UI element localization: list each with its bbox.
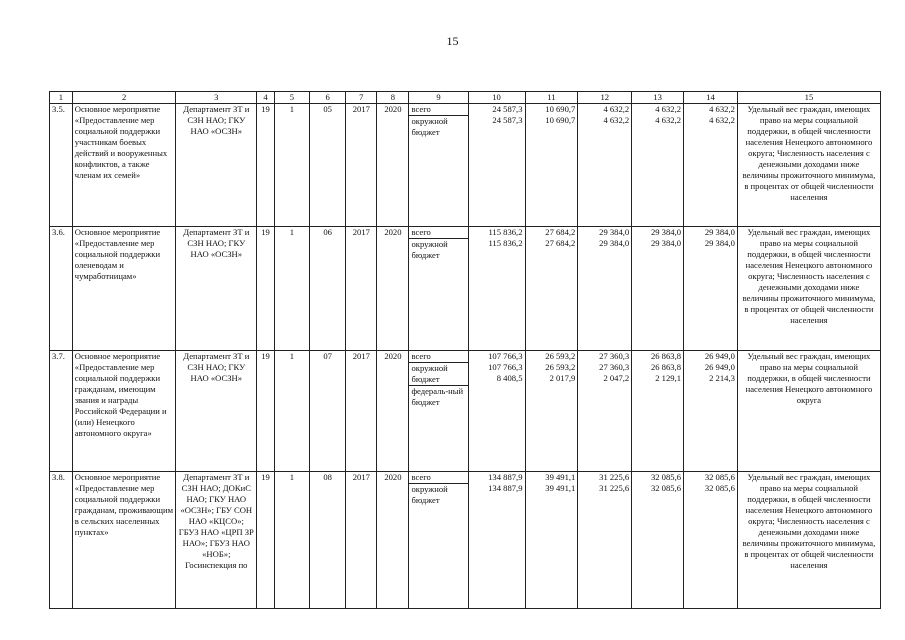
amount-value: 26 949,0 bbox=[704, 362, 735, 372]
amount-value: 29 384,0 bbox=[704, 227, 735, 237]
amount-value: 27 684,2 bbox=[545, 238, 576, 248]
amount-value: 4 632,2 bbox=[603, 104, 630, 114]
amount-value: 115 836,2 bbox=[488, 227, 523, 237]
amount-year-2020 bbox=[684, 351, 738, 472]
source-label: всего bbox=[411, 227, 431, 237]
amount-value: 39 491,1 bbox=[545, 472, 576, 482]
amount-year-2020 bbox=[684, 227, 738, 351]
header-cell: 6 bbox=[310, 92, 346, 104]
amount-value: 134 887,9 bbox=[488, 483, 523, 493]
amount-value: 4 632,2 bbox=[655, 115, 682, 125]
row-number: 3.7. bbox=[50, 351, 73, 472]
source-label: всего bbox=[411, 351, 431, 361]
amount-value: 2 017,9 bbox=[549, 373, 576, 383]
amount-value: 29 384,0 bbox=[650, 227, 682, 237]
source-label: окружной бюджет bbox=[409, 362, 467, 385]
amount-value: 24 587,3 bbox=[492, 104, 523, 114]
amount-value: 31 225,6 bbox=[599, 483, 630, 493]
amount-value: 29 384,0 bbox=[704, 238, 735, 248]
code-activity: 06 bbox=[310, 227, 346, 351]
code-activity: 08 bbox=[310, 472, 346, 609]
amount-year-2019 bbox=[632, 104, 684, 227]
executor: Департамент ЗТ и СЗН НАО; ДОКиС НАО; ГКУ НАО «ОСЗН»; ГБУ СОН НАО «КЦСО»; ГБУЗ НАО «ЦРП ЗР НАО»; ГБУЗ НАО «НОБ»; Госинспекция по bbox=[176, 472, 257, 609]
amount-value: 32 085,6 bbox=[650, 483, 682, 493]
header-cell: 8 bbox=[377, 92, 409, 104]
amount-value: 32 085,6 bbox=[704, 483, 735, 493]
start-year: 2017 bbox=[346, 104, 377, 227]
funding-sources bbox=[409, 351, 468, 472]
program-activities-table bbox=[49, 91, 881, 609]
amount-value: 26 949,0 bbox=[704, 351, 735, 361]
amount-value: 4 632,2 bbox=[709, 115, 735, 125]
amount-year-2017 bbox=[525, 227, 578, 351]
activity-name: Основное мероприятие «Предоставление мер социальной поддержки участникам боевых действий и вооруженных конфликтов, а также членам их семей» bbox=[72, 104, 176, 227]
amount-year-2017 bbox=[525, 104, 578, 227]
amount-value: 107 766,3 bbox=[488, 351, 523, 361]
amount-value: 27 360,3 bbox=[599, 351, 630, 361]
code-gp: 19 bbox=[257, 472, 275, 609]
end-year: 2020 bbox=[377, 104, 409, 227]
end-year: 2020 bbox=[377, 227, 409, 351]
amount-value: 4 632,2 bbox=[709, 104, 735, 114]
amount-value: 32 085,6 bbox=[704, 472, 735, 482]
target-indicator: Удельный вес граждан, имеющих право на меры социальной поддержки, в общей численности населения Ненецкого автономного округа; Численность населения с денежными доходами ниже величины прожиточного минимума, в процентах от общей численности населения bbox=[737, 472, 880, 609]
amount-value: 10 690,7 bbox=[545, 115, 576, 125]
amount-value: 4 632,2 bbox=[655, 104, 682, 114]
code-activity: 07 bbox=[310, 351, 346, 472]
amount-value: 107 766,3 bbox=[488, 362, 523, 372]
amount-year-2018 bbox=[578, 227, 632, 351]
code-gp: 19 bbox=[257, 351, 275, 472]
header-cell: 9 bbox=[409, 92, 468, 104]
amount-total bbox=[468, 104, 525, 227]
amount-total bbox=[468, 227, 525, 351]
target-indicator: Удельный вес граждан, имеющих право на меры социальной поддержки, в общей численности населения Ненецкого автономного округа bbox=[737, 351, 880, 472]
source-label: федераль-ный бюджет bbox=[409, 385, 467, 408]
header-cell: 15 bbox=[737, 92, 880, 104]
table-row bbox=[50, 351, 881, 472]
table-row bbox=[50, 104, 881, 227]
header-cell: 13 bbox=[632, 92, 684, 104]
amount-value: 27 360,3 bbox=[599, 362, 630, 372]
start-year: 2017 bbox=[346, 227, 377, 351]
amount-total bbox=[468, 472, 525, 609]
code-subprogram: 1 bbox=[274, 104, 309, 227]
amount-value: 10 690,7 bbox=[545, 104, 576, 114]
header-cell: 12 bbox=[578, 92, 632, 104]
amount-year-2017 bbox=[525, 351, 578, 472]
amount-value: 134 887,9 bbox=[488, 472, 523, 482]
amount-year-2019 bbox=[632, 472, 684, 609]
activity-name: Основное мероприятие «Предоставление мер социальной поддержки гражданам, проживающим в сельских населенных пунктах» bbox=[72, 472, 176, 609]
amount-value: 26 863,8 bbox=[650, 362, 682, 372]
header-cell: 11 bbox=[525, 92, 578, 104]
end-year: 2020 bbox=[377, 472, 409, 609]
header-cell: 4 bbox=[257, 92, 275, 104]
source-label: окружной бюджет bbox=[409, 483, 467, 506]
amount-year-2020 bbox=[684, 472, 738, 609]
table-row bbox=[50, 472, 881, 609]
funding-sources bbox=[409, 104, 468, 227]
amount-value: 27 684,2 bbox=[545, 227, 576, 237]
source-label: окружной бюджет bbox=[409, 238, 467, 261]
source-label: окружной бюджет bbox=[409, 115, 467, 138]
activity-name: Основное мероприятие «Предоставление мер социальной поддержки гражданам, имеющим звания и награды Российской Федерации и (или) Ненецкого автономного округа» bbox=[72, 351, 176, 472]
start-year: 2017 bbox=[346, 351, 377, 472]
header-cell: 5 bbox=[274, 92, 309, 104]
code-activity: 05 bbox=[310, 104, 346, 227]
amount-value: 31 225,6 bbox=[599, 472, 630, 482]
amount-year-2018 bbox=[578, 351, 632, 472]
amount-value: 2 214,3 bbox=[709, 373, 735, 383]
header-row bbox=[50, 92, 881, 104]
code-gp: 19 bbox=[257, 227, 275, 351]
amount-value: 8 408,5 bbox=[496, 373, 523, 383]
amount-value: 4 632,2 bbox=[603, 115, 630, 125]
executor: Департамент ЗТ и СЗН НАО; ГКУ НАО «ОСЗН» bbox=[176, 351, 257, 472]
funding-sources bbox=[409, 227, 468, 351]
amount-year-2020 bbox=[684, 104, 738, 227]
source-label: всего bbox=[411, 104, 431, 114]
activity-name: Основное мероприятие «Предоставление мер социальной поддержки оленеводам и чумработницам» bbox=[72, 227, 176, 351]
code-subprogram: 1 bbox=[274, 227, 309, 351]
amount-year-2017 bbox=[525, 472, 578, 609]
amount-year-2019 bbox=[632, 227, 684, 351]
amount-total bbox=[468, 351, 525, 472]
source-label: всего bbox=[411, 472, 431, 482]
code-subprogram: 1 bbox=[274, 351, 309, 472]
header-cell: 2 bbox=[72, 92, 176, 104]
target-indicator: Удельный вес граждан, имеющих право на меры социальной поддержки, в общей численности населения Ненецкого автономного округа; Численность населения с денежными доходами ниже величины прожиточного минимума, в процентах от общей численности населения bbox=[737, 104, 880, 227]
funding-sources bbox=[409, 472, 468, 609]
amount-value: 32 085,6 bbox=[650, 472, 682, 482]
row-number: 3.6. bbox=[50, 227, 73, 351]
amount-value: 2 047,2 bbox=[603, 373, 630, 383]
amount-value: 39 491,1 bbox=[545, 483, 576, 493]
row-number: 3.5. bbox=[50, 104, 73, 227]
header-cell: 7 bbox=[346, 92, 377, 104]
amount-value: 29 384,0 bbox=[599, 227, 630, 237]
header-cell: 3 bbox=[176, 92, 257, 104]
table-row bbox=[50, 227, 881, 351]
header-cell: 10 bbox=[468, 92, 525, 104]
code-subprogram: 1 bbox=[274, 472, 309, 609]
start-year: 2017 bbox=[346, 472, 377, 609]
amount-value: 29 384,0 bbox=[599, 238, 630, 248]
header-cell: 1 bbox=[50, 92, 73, 104]
code-gp: 19 bbox=[257, 104, 275, 227]
page-number: 15 bbox=[446, 34, 459, 48]
executor: Департамент ЗТ и СЗН НАО; ГКУ НАО «ОСЗН» bbox=[176, 227, 257, 351]
header-cell: 14 bbox=[684, 92, 738, 104]
amount-year-2019 bbox=[632, 351, 684, 472]
amount-value: 24 587,3 bbox=[492, 115, 523, 125]
amount-value: 26 863,8 bbox=[650, 351, 682, 361]
amount-value: 26 593,2 bbox=[545, 362, 576, 372]
row-number: 3.8. bbox=[50, 472, 73, 609]
amount-year-2018 bbox=[578, 472, 632, 609]
amount-value: 29 384,0 bbox=[650, 238, 682, 248]
amount-value: 2 129,1 bbox=[655, 373, 682, 383]
amount-year-2018 bbox=[578, 104, 632, 227]
end-year: 2020 bbox=[377, 351, 409, 472]
amount-value: 26 593,2 bbox=[545, 351, 576, 361]
executor: Департамент ЗТ и СЗН НАО; ГКУ НАО «ОСЗН» bbox=[176, 104, 257, 227]
target-indicator: Удельный вес граждан, имеющих право на меры социальной поддержки, в общей численности населения Ненецкого автономного округа; Численность населения с денежными доходами ниже величины прожиточного минимума, в процентах от общей численности населения bbox=[737, 227, 880, 351]
amount-value: 115 836,2 bbox=[488, 238, 523, 248]
